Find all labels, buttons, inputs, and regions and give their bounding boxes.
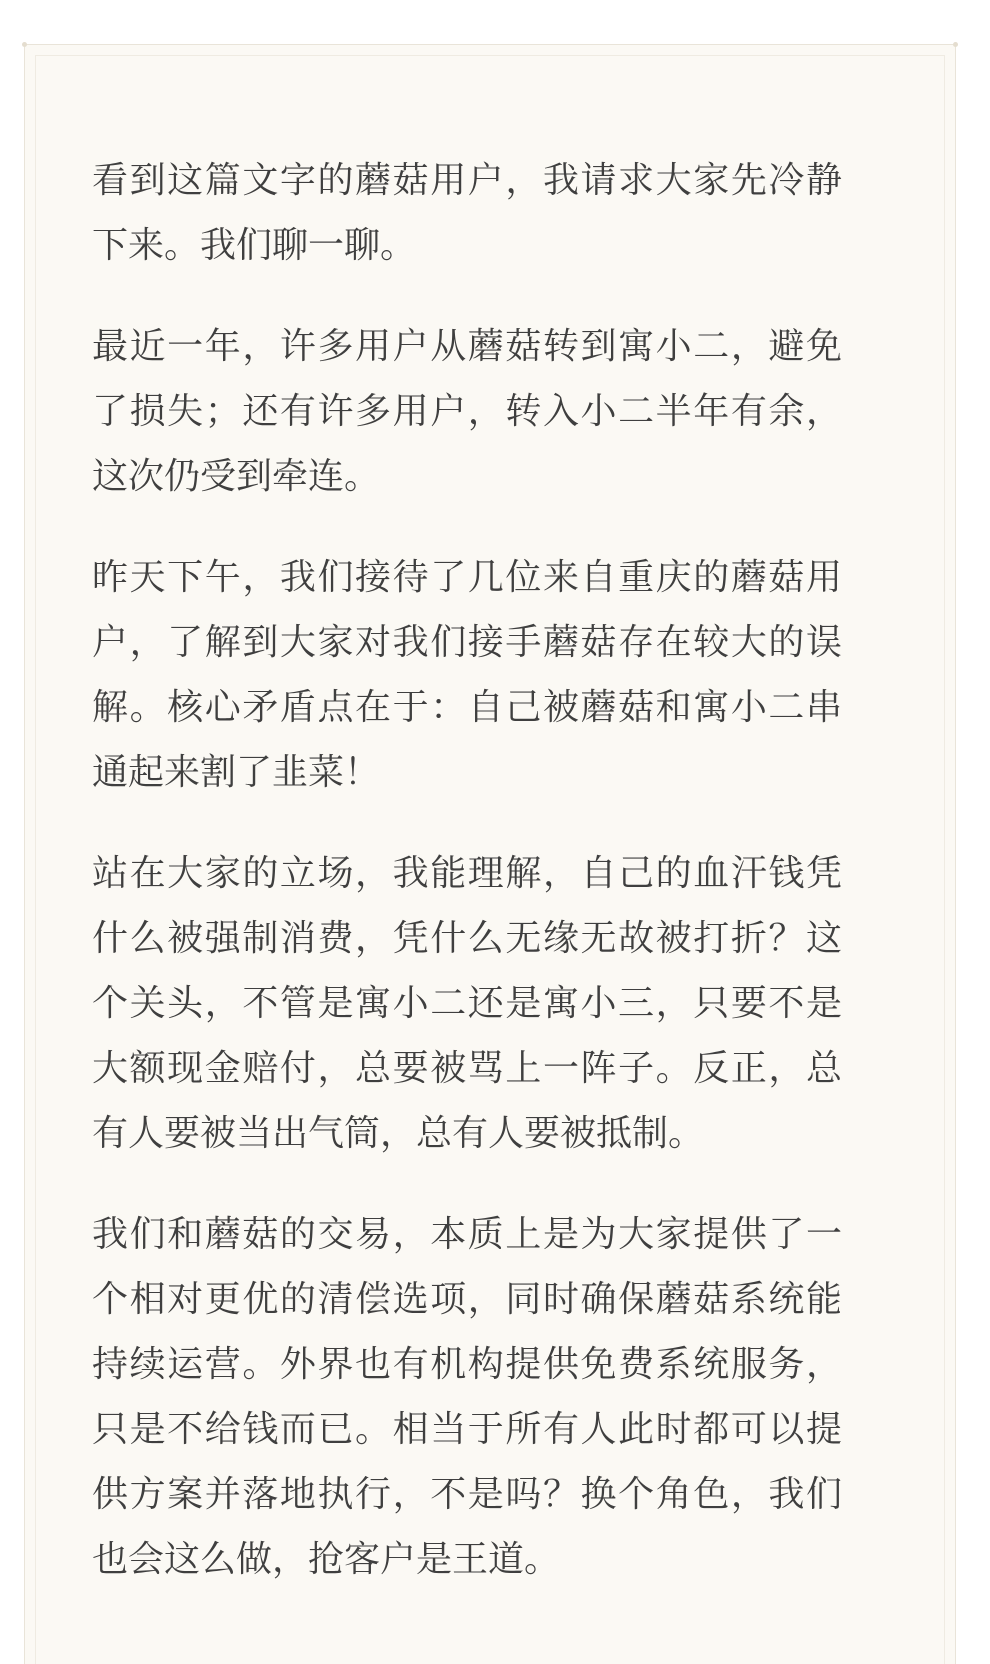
paragraph: 我们和蘑菇的交易，本质上是为大家提供了一个相对更优的清偿选项，同时确保蘑菇系统能持续运营。外界也有机构提供免费系统服务，只是不给钱而已。相当于所有人此时都可以提供方案并落地执行，不是吗？换个角色，我们也会这么做，抢客户是王道。 (92, 1214, 842, 1580)
paragraph: 昨天下午，我们接待了几位来自重庆的蘑菇用户，了解到大家对我们接手蘑菇存在较大的误解。核心矛盾点在于：自己被蘑菇和寓小二串通起来割了韭菜！ (92, 557, 842, 793)
article-body (92, 148, 842, 1628)
paragraph: 最近一年，许多用户从蘑菇转到寓小二，避免了损失；还有许多用户，转入小二半年有余，这次仍受到牵连。 (92, 326, 842, 497)
paragraph: 看到这篇文字的蘑菇用户，我请求大家先冷静下来。我们聊一聊。 (92, 160, 842, 266)
corner-ornament (953, 42, 958, 47)
corner-ornament (22, 42, 27, 47)
paragraph: 站在大家的立场，我能理解，自己的血汗钱凭什么被强制消费，凭什么无缘无故被打折？这个关头，不管是寓小二还是寓小三，只要不是大额现金赔付，总要被骂上一阵子。反正，总有人要被当出气筒，总有人要被抵制。 (92, 853, 842, 1154)
